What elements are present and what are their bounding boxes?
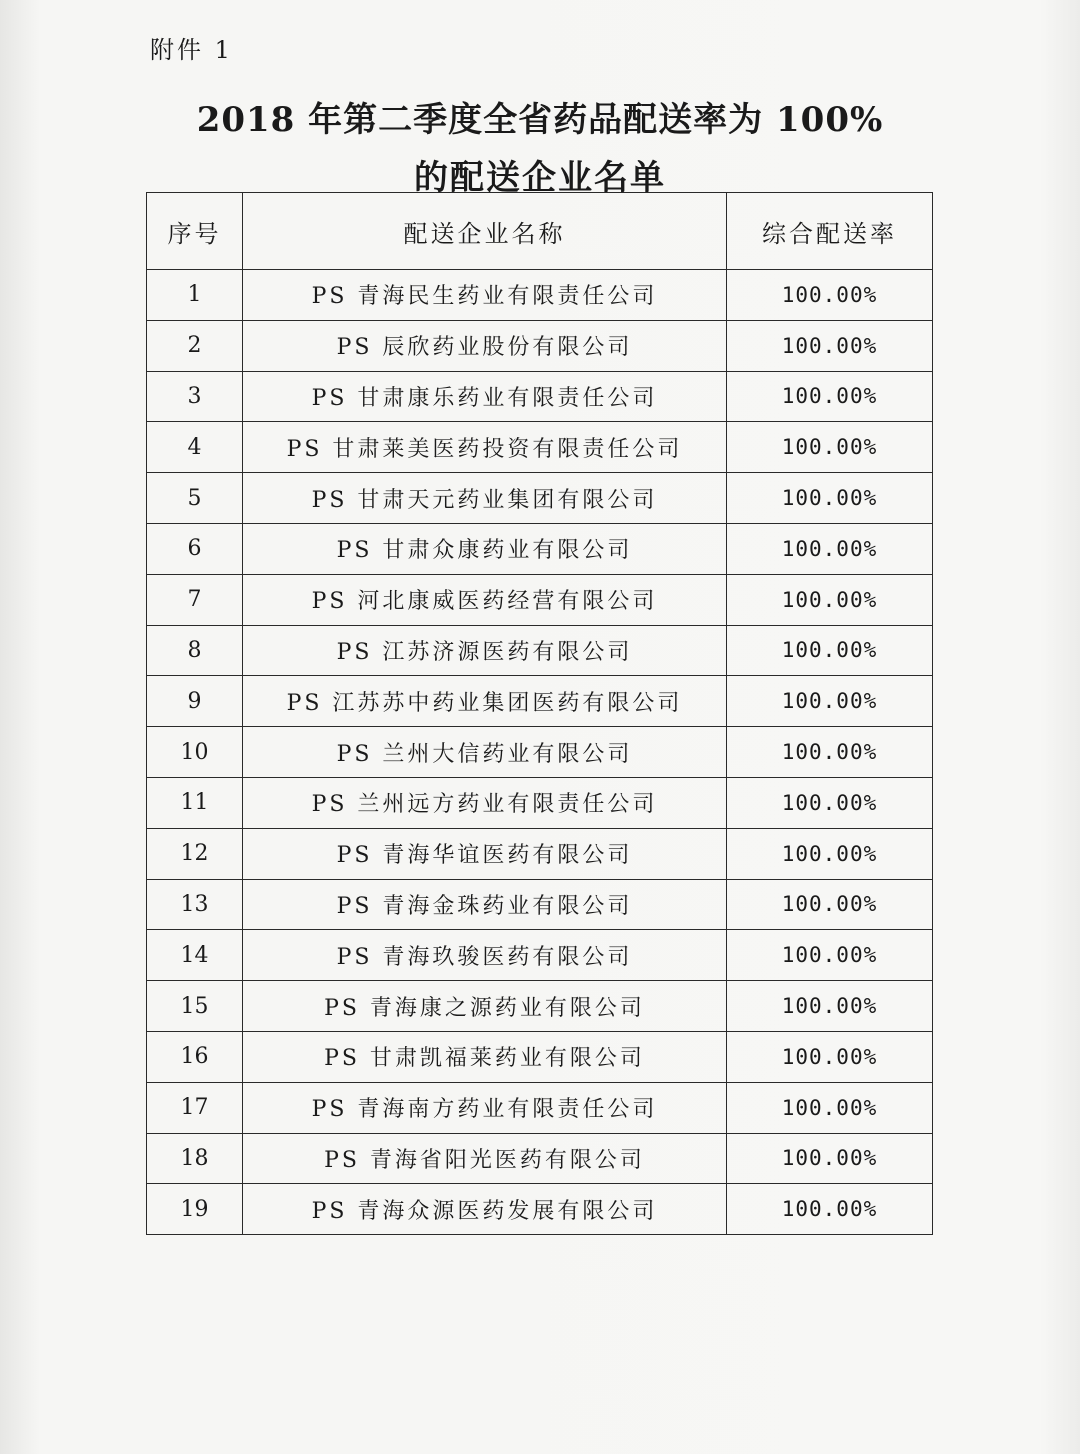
row-delivery-rate: 100.00% — [727, 930, 933, 981]
row-delivery-rate: 100.00% — [727, 1082, 933, 1133]
row-delivery-rate: 100.00% — [727, 270, 933, 321]
row-delivery-rate: 100.00% — [727, 320, 933, 371]
row-index: 12 — [147, 828, 243, 879]
table-row — [147, 727, 933, 778]
row-company-name: PS 甘肃凯福莱药业有限公司 — [243, 1031, 727, 1082]
table-row — [147, 371, 933, 422]
row-company-name: PS 兰州大信药业有限公司 — [243, 727, 727, 778]
row-index: 6 — [147, 523, 243, 574]
row-index: 18 — [147, 1133, 243, 1184]
row-company-name: PS 青海众源医药发展有限公司 — [243, 1184, 727, 1235]
row-delivery-rate: 100.00% — [727, 777, 933, 828]
row-delivery-rate: 100.00% — [727, 422, 933, 473]
table-row — [147, 625, 933, 676]
row-company-name: PS 甘肃天元药业集团有限公司 — [243, 473, 727, 524]
row-company-name: PS 青海民生药业有限责任公司 — [243, 270, 727, 321]
row-index: 3 — [147, 371, 243, 422]
row-company-name: PS 江苏苏中药业集团医药有限公司 — [243, 676, 727, 727]
table-row — [147, 981, 933, 1032]
table-row — [147, 574, 933, 625]
row-company-name: PS 河北康威医药经营有限公司 — [243, 574, 727, 625]
row-index: 8 — [147, 625, 243, 676]
document-title-line-1: 2018 年第二季度全省药品配送率为 100% — [196, 100, 884, 140]
row-delivery-rate: 100.00% — [727, 828, 933, 879]
row-company-name: PS 青海华谊医药有限公司 — [243, 828, 727, 879]
row-index: 10 — [147, 727, 243, 778]
table-row — [147, 1031, 933, 1082]
row-index: 5 — [147, 473, 243, 524]
row-delivery-rate: 100.00% — [727, 981, 933, 1032]
row-company-name: PS 青海省阳光医药有限公司 — [243, 1133, 727, 1184]
row-delivery-rate: 100.00% — [727, 1133, 933, 1184]
row-company-name: PS 青海南方药业有限责任公司 — [243, 1082, 727, 1133]
distribution-table-container — [146, 192, 932, 1246]
row-company-name: PS 辰欣药业股份有限公司 — [243, 320, 727, 371]
table-row — [147, 676, 933, 727]
row-index: 16 — [147, 1031, 243, 1082]
row-delivery-rate: 100.00% — [727, 879, 933, 930]
row-index: 7 — [147, 574, 243, 625]
row-delivery-rate: 100.00% — [727, 523, 933, 574]
row-index: 2 — [147, 320, 243, 371]
table-row — [147, 473, 933, 524]
table-body — [147, 270, 933, 1235]
row-company-name: PS 甘肃众康药业有限公司 — [243, 523, 727, 574]
row-company-name: PS 兰州远方药业有限责任公司 — [243, 777, 727, 828]
row-index: 11 — [147, 777, 243, 828]
row-index: 9 — [147, 676, 243, 727]
row-index: 14 — [147, 930, 243, 981]
table-row — [147, 777, 933, 828]
row-delivery-rate: 100.00% — [727, 727, 933, 778]
row-index: 19 — [147, 1184, 243, 1235]
row-index: 15 — [147, 981, 243, 1032]
row-delivery-rate: 100.00% — [727, 1031, 933, 1082]
row-index: 4 — [147, 422, 243, 473]
distribution-table — [146, 192, 933, 1235]
row-delivery-rate: 100.00% — [727, 574, 933, 625]
row-delivery-rate: 100.00% — [727, 625, 933, 676]
table-row — [147, 422, 933, 473]
table-row — [147, 523, 933, 574]
row-index: 13 — [147, 879, 243, 930]
row-company-name: PS 青海玖骏医药有限公司 — [243, 930, 727, 981]
header-index: 序号 — [147, 193, 243, 270]
document-title-line-2: 的配送企业名单 — [414, 158, 666, 198]
row-delivery-rate: 100.00% — [727, 676, 933, 727]
table-row — [147, 828, 933, 879]
table-row — [147, 270, 933, 321]
row-delivery-rate: 100.00% — [727, 371, 933, 422]
table-row — [147, 879, 933, 930]
table-row — [147, 1082, 933, 1133]
row-delivery-rate: 100.00% — [727, 473, 933, 524]
row-index: 1 — [147, 270, 243, 321]
table-row — [147, 930, 933, 981]
header-delivery-rate: 综合配送率 — [727, 193, 933, 270]
row-company-name: PS 青海康之源药业有限公司 — [243, 981, 727, 1032]
table-header-row — [147, 193, 933, 270]
header-company-name: 配送企业名称 — [243, 193, 727, 270]
row-index: 17 — [147, 1082, 243, 1133]
row-company-name: PS 甘肃康乐药业有限责任公司 — [243, 371, 727, 422]
attachment-label: 附件 1 — [150, 36, 233, 64]
row-company-name: PS 江苏济源医药有限公司 — [243, 625, 727, 676]
table-row — [147, 320, 933, 371]
table-row — [147, 1184, 933, 1235]
row-company-name: PS 甘肃莱美医药投资有限责任公司 — [243, 422, 727, 473]
row-delivery-rate: 100.00% — [727, 1184, 933, 1235]
table-row — [147, 1133, 933, 1184]
row-company-name: PS 青海金珠药业有限公司 — [243, 879, 727, 930]
